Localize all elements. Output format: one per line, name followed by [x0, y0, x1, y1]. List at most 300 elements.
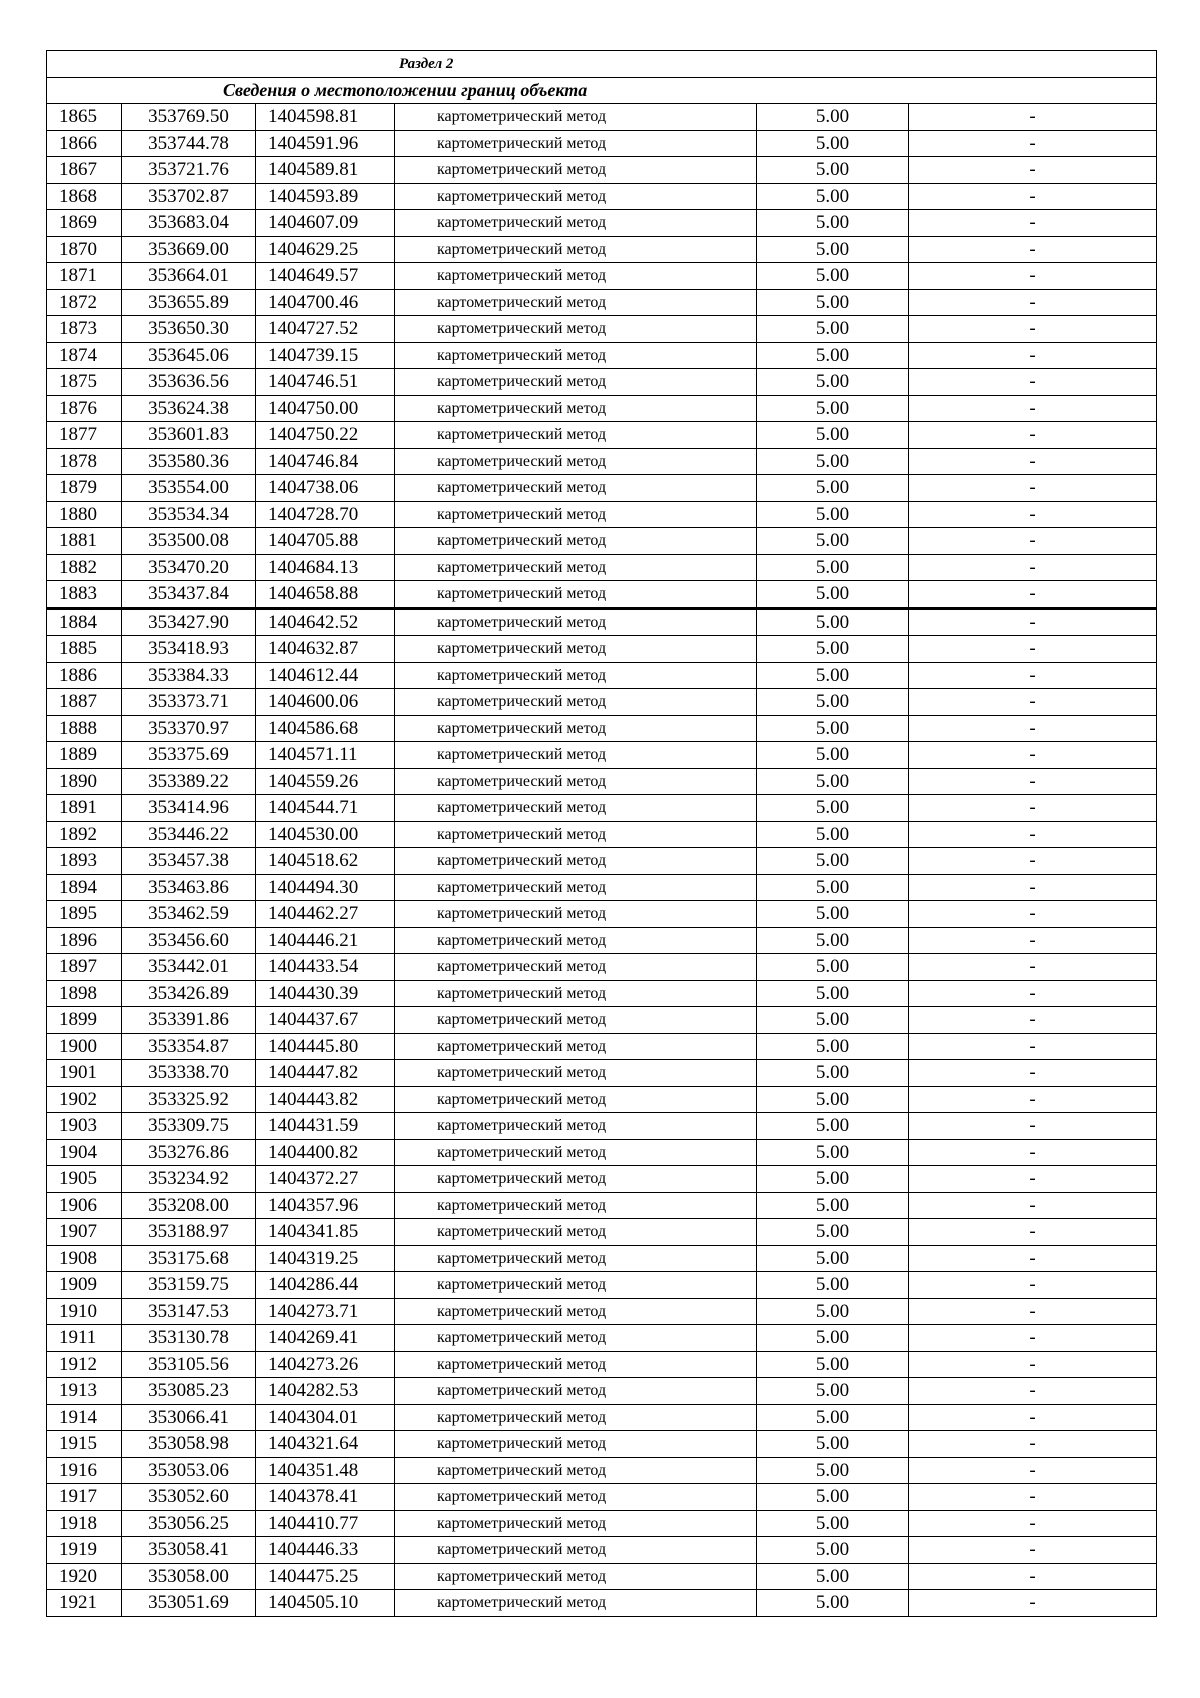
y-coordinate: 1404304.01	[256, 1404, 395, 1431]
method-cell: картометрический метод	[395, 1298, 757, 1325]
x-coordinate: 353702.87	[122, 183, 256, 210]
method-cell: картометрический метод	[395, 715, 757, 742]
y-coordinate: 1404475.25	[256, 1563, 395, 1590]
y-coordinate: 1404400.82	[256, 1139, 395, 1166]
accuracy-cell: 5.00	[757, 1166, 909, 1193]
y-coordinate: 1404658.88	[256, 581, 395, 609]
x-coordinate: 353309.75	[122, 1113, 256, 1140]
point-number: 1885	[47, 636, 122, 663]
x-coordinate: 353370.97	[122, 715, 256, 742]
accuracy-cell: 5.00	[757, 954, 909, 981]
method-cell: картометрический метод	[395, 848, 757, 875]
accuracy-cell: 5.00	[757, 1431, 909, 1458]
y-coordinate: 1404378.41	[256, 1484, 395, 1511]
table-title: Сведения о местоположении границ объекта	[47, 78, 1157, 104]
point-number: 1903	[47, 1113, 122, 1140]
point-number: 1898	[47, 980, 122, 1007]
description-cell: -	[909, 183, 1157, 210]
description-cell: -	[909, 1033, 1157, 1060]
x-coordinate: 353066.41	[122, 1404, 256, 1431]
x-coordinate: 353234.92	[122, 1166, 256, 1193]
y-coordinate: 1404273.26	[256, 1351, 395, 1378]
y-coordinate: 1404321.64	[256, 1431, 395, 1458]
table-row	[47, 1457, 1157, 1484]
accuracy-cell: 5.00	[757, 1139, 909, 1166]
table-row	[47, 157, 1157, 184]
method-cell: картометрический метод	[395, 1378, 757, 1405]
point-number: 1884	[47, 608, 122, 636]
accuracy-cell: 5.00	[757, 715, 909, 742]
table-row	[47, 1537, 1157, 1564]
x-coordinate: 353159.75	[122, 1272, 256, 1299]
heading-row	[47, 78, 1157, 104]
table-row	[47, 1272, 1157, 1299]
accuracy-cell: 5.00	[757, 448, 909, 475]
point-number: 1865	[47, 104, 122, 131]
table-row	[47, 1590, 1157, 1617]
y-coordinate: 1404750.22	[256, 422, 395, 449]
accuracy-cell: 5.00	[757, 1537, 909, 1564]
description-cell: -	[909, 1351, 1157, 1378]
y-coordinate: 1404410.77	[256, 1510, 395, 1537]
method-cell: картометрический метод	[395, 263, 757, 290]
accuracy-cell: 5.00	[757, 1060, 909, 1087]
table-row	[47, 316, 1157, 343]
x-coordinate: 353105.56	[122, 1351, 256, 1378]
point-number: 1879	[47, 475, 122, 502]
accuracy-cell: 5.00	[757, 236, 909, 263]
accuracy-cell: 5.00	[757, 795, 909, 822]
x-coordinate: 353058.98	[122, 1431, 256, 1458]
table-row	[47, 1192, 1157, 1219]
table-row	[47, 1060, 1157, 1087]
method-cell: картометрический метод	[395, 1113, 757, 1140]
x-coordinate: 353645.06	[122, 342, 256, 369]
x-coordinate: 353664.01	[122, 263, 256, 290]
y-coordinate: 1404746.51	[256, 369, 395, 396]
description-cell: -	[909, 130, 1157, 157]
y-coordinate: 1404598.81	[256, 104, 395, 131]
x-coordinate: 353624.38	[122, 395, 256, 422]
accuracy-cell: 5.00	[757, 1404, 909, 1431]
description-cell: -	[909, 1325, 1157, 1352]
method-cell: картометрический метод	[395, 1272, 757, 1299]
accuracy-cell: 5.00	[757, 1510, 909, 1537]
x-coordinate: 353580.36	[122, 448, 256, 475]
description-cell: -	[909, 1139, 1157, 1166]
accuracy-cell: 5.00	[757, 1192, 909, 1219]
x-coordinate: 353389.22	[122, 768, 256, 795]
y-coordinate: 1404649.57	[256, 263, 395, 290]
accuracy-cell: 5.00	[757, 342, 909, 369]
table-row	[47, 1113, 1157, 1140]
point-number: 1889	[47, 742, 122, 769]
method-cell: картометрический метод	[395, 1139, 757, 1166]
point-number: 1894	[47, 874, 122, 901]
description-cell: -	[909, 768, 1157, 795]
x-coordinate: 353456.60	[122, 927, 256, 954]
table-row	[47, 742, 1157, 769]
y-coordinate: 1404586.68	[256, 715, 395, 742]
y-coordinate: 1404700.46	[256, 289, 395, 316]
y-coordinate: 1404629.25	[256, 236, 395, 263]
x-coordinate: 353056.25	[122, 1510, 256, 1537]
method-cell: картометрический метод	[395, 1086, 757, 1113]
description-cell: -	[909, 1060, 1157, 1087]
accuracy-cell: 5.00	[757, 316, 909, 343]
x-coordinate: 353375.69	[122, 742, 256, 769]
method-cell: картометрический метод	[395, 821, 757, 848]
point-number: 1900	[47, 1033, 122, 1060]
x-coordinate: 353051.69	[122, 1590, 256, 1617]
accuracy-cell: 5.00	[757, 608, 909, 636]
method-cell: картометрический метод	[395, 581, 757, 609]
accuracy-cell: 5.00	[757, 1033, 909, 1060]
y-coordinate: 1404447.82	[256, 1060, 395, 1087]
point-number: 1881	[47, 528, 122, 555]
table-row	[47, 130, 1157, 157]
description-cell: -	[909, 848, 1157, 875]
x-coordinate: 353554.00	[122, 475, 256, 502]
x-coordinate: 353721.76	[122, 157, 256, 184]
document-page	[46, 50, 1156, 1617]
method-cell: картометрический метод	[395, 1431, 757, 1458]
description-cell: -	[909, 980, 1157, 1007]
y-coordinate: 1404351.48	[256, 1457, 395, 1484]
method-cell: картометрический метод	[395, 448, 757, 475]
point-number: 1917	[47, 1484, 122, 1511]
description-cell: -	[909, 1298, 1157, 1325]
table-row	[47, 1484, 1157, 1511]
point-number: 1892	[47, 821, 122, 848]
point-number: 1911	[47, 1325, 122, 1352]
method-cell: картометрический метод	[395, 1007, 757, 1034]
boundary-table	[46, 50, 1157, 1617]
method-cell: картометрический метод	[395, 1060, 757, 1087]
description-cell: -	[909, 1272, 1157, 1299]
x-coordinate: 353354.87	[122, 1033, 256, 1060]
method-cell: картометрический метод	[395, 342, 757, 369]
x-coordinate: 353058.41	[122, 1537, 256, 1564]
table-row	[47, 342, 1157, 369]
description-cell: -	[909, 821, 1157, 848]
accuracy-cell: 5.00	[757, 1457, 909, 1484]
table-row	[47, 1298, 1157, 1325]
method-cell: картометрический метод	[395, 874, 757, 901]
accuracy-cell: 5.00	[757, 1113, 909, 1140]
method-cell: картометрический метод	[395, 289, 757, 316]
section-row	[47, 51, 1157, 78]
method-cell: картометрический метод	[395, 1537, 757, 1564]
x-coordinate: 353427.90	[122, 608, 256, 636]
method-cell: картометрический метод	[395, 1484, 757, 1511]
description-cell: -	[909, 1192, 1157, 1219]
accuracy-cell: 5.00	[757, 210, 909, 237]
method-cell: картометрический метод	[395, 316, 757, 343]
table-row	[47, 528, 1157, 555]
table-row	[47, 1325, 1157, 1352]
x-coordinate: 353130.78	[122, 1325, 256, 1352]
description-cell: -	[909, 1086, 1157, 1113]
x-coordinate: 353373.71	[122, 689, 256, 716]
method-cell: картометрический метод	[395, 1563, 757, 1590]
y-coordinate: 1404341.85	[256, 1219, 395, 1246]
accuracy-cell: 5.00	[757, 1086, 909, 1113]
accuracy-cell: 5.00	[757, 1007, 909, 1034]
description-cell: -	[909, 395, 1157, 422]
method-cell: картометрический метод	[395, 1033, 757, 1060]
point-number: 1866	[47, 130, 122, 157]
accuracy-cell: 5.00	[757, 263, 909, 290]
accuracy-cell: 5.00	[757, 581, 909, 609]
method-cell: картометрический метод	[395, 183, 757, 210]
y-coordinate: 1404518.62	[256, 848, 395, 875]
y-coordinate: 1404705.88	[256, 528, 395, 555]
x-coordinate: 353462.59	[122, 901, 256, 928]
table-row	[47, 1086, 1157, 1113]
x-coordinate: 353470.20	[122, 554, 256, 581]
method-cell: картометрический метод	[395, 475, 757, 502]
point-number: 1887	[47, 689, 122, 716]
point-number: 1918	[47, 1510, 122, 1537]
accuracy-cell: 5.00	[757, 848, 909, 875]
accuracy-cell: 5.00	[757, 742, 909, 769]
accuracy-cell: 5.00	[757, 528, 909, 555]
description-cell: -	[909, 1563, 1157, 1590]
description-cell: -	[909, 422, 1157, 449]
description-cell: -	[909, 289, 1157, 316]
method-cell: картометрический метод	[395, 395, 757, 422]
x-coordinate: 353052.60	[122, 1484, 256, 1511]
x-coordinate: 353683.04	[122, 210, 256, 237]
table-row	[47, 183, 1157, 210]
method-cell: картометрический метод	[395, 130, 757, 157]
x-coordinate: 353655.89	[122, 289, 256, 316]
table-row	[47, 1378, 1157, 1405]
accuracy-cell: 5.00	[757, 1245, 909, 1272]
y-coordinate: 1404612.44	[256, 662, 395, 689]
method-cell: картометрический метод	[395, 662, 757, 689]
description-cell: -	[909, 636, 1157, 663]
table-row	[47, 395, 1157, 422]
y-coordinate: 1404282.53	[256, 1378, 395, 1405]
description-cell: -	[909, 236, 1157, 263]
x-coordinate: 353276.86	[122, 1139, 256, 1166]
description-cell: -	[909, 874, 1157, 901]
accuracy-cell: 5.00	[757, 1484, 909, 1511]
table-row	[47, 768, 1157, 795]
accuracy-cell: 5.00	[757, 636, 909, 663]
method-cell: картометрический метод	[395, 636, 757, 663]
x-coordinate: 353338.70	[122, 1060, 256, 1087]
point-number: 1890	[47, 768, 122, 795]
table-row	[47, 821, 1157, 848]
y-coordinate: 1404430.39	[256, 980, 395, 1007]
description-cell: -	[909, 104, 1157, 131]
y-coordinate: 1404443.82	[256, 1086, 395, 1113]
description-cell: -	[909, 1457, 1157, 1484]
table-row	[47, 1139, 1157, 1166]
accuracy-cell: 5.00	[757, 501, 909, 528]
y-coordinate: 1404446.33	[256, 1537, 395, 1564]
y-coordinate: 1404437.67	[256, 1007, 395, 1034]
x-coordinate: 353446.22	[122, 821, 256, 848]
y-coordinate: 1404446.21	[256, 927, 395, 954]
method-cell: картометрический метод	[395, 1325, 757, 1352]
y-coordinate: 1404738.06	[256, 475, 395, 502]
point-number: 1919	[47, 1537, 122, 1564]
table-row	[47, 263, 1157, 290]
table-row	[47, 289, 1157, 316]
description-cell: -	[909, 742, 1157, 769]
y-coordinate: 1404273.71	[256, 1298, 395, 1325]
point-number: 1871	[47, 263, 122, 290]
point-number: 1882	[47, 554, 122, 581]
table-row	[47, 715, 1157, 742]
y-coordinate: 1404746.84	[256, 448, 395, 475]
x-coordinate: 353437.84	[122, 581, 256, 609]
table-row	[47, 1351, 1157, 1378]
x-coordinate: 353384.33	[122, 662, 256, 689]
y-coordinate: 1404505.10	[256, 1590, 395, 1617]
description-cell: -	[909, 448, 1157, 475]
point-number: 1886	[47, 662, 122, 689]
y-coordinate: 1404642.52	[256, 608, 395, 636]
point-number: 1893	[47, 848, 122, 875]
method-cell: картометрический метод	[395, 689, 757, 716]
accuracy-cell: 5.00	[757, 422, 909, 449]
description-cell: -	[909, 608, 1157, 636]
point-number: 1883	[47, 581, 122, 609]
y-coordinate: 1404530.00	[256, 821, 395, 848]
description-cell: -	[909, 954, 1157, 981]
description-cell: -	[909, 1378, 1157, 1405]
y-coordinate: 1404433.54	[256, 954, 395, 981]
accuracy-cell: 5.00	[757, 1378, 909, 1405]
description-cell: -	[909, 501, 1157, 528]
accuracy-cell: 5.00	[757, 395, 909, 422]
table-row	[47, 689, 1157, 716]
y-coordinate: 1404739.15	[256, 342, 395, 369]
x-coordinate: 353188.97	[122, 1219, 256, 1246]
y-coordinate: 1404372.27	[256, 1166, 395, 1193]
accuracy-cell: 5.00	[757, 1351, 909, 1378]
point-number: 1897	[47, 954, 122, 981]
section-title: Раздел 2	[47, 51, 1157, 78]
table-row	[47, 104, 1157, 131]
point-number: 1912	[47, 1351, 122, 1378]
table-row	[47, 475, 1157, 502]
table-row	[47, 636, 1157, 663]
point-number: 1869	[47, 210, 122, 237]
point-number: 1908	[47, 1245, 122, 1272]
point-number: 1878	[47, 448, 122, 475]
y-coordinate: 1404319.25	[256, 1245, 395, 1272]
accuracy-cell: 5.00	[757, 183, 909, 210]
y-coordinate: 1404445.80	[256, 1033, 395, 1060]
method-cell: картометрический метод	[395, 501, 757, 528]
table-row	[47, 448, 1157, 475]
method-cell: картометрический метод	[395, 554, 757, 581]
description-cell: -	[909, 1166, 1157, 1193]
accuracy-cell: 5.00	[757, 1590, 909, 1617]
point-number: 1888	[47, 715, 122, 742]
method-cell: картометрический метод	[395, 901, 757, 928]
method-cell: картометрический метод	[395, 927, 757, 954]
method-cell: картометрический метод	[395, 1457, 757, 1484]
x-coordinate: 353534.34	[122, 501, 256, 528]
y-coordinate: 1404559.26	[256, 768, 395, 795]
point-number: 1895	[47, 901, 122, 928]
accuracy-cell: 5.00	[757, 1298, 909, 1325]
y-coordinate: 1404727.52	[256, 316, 395, 343]
table-row	[47, 662, 1157, 689]
x-coordinate: 353414.96	[122, 795, 256, 822]
accuracy-cell: 5.00	[757, 104, 909, 131]
accuracy-cell: 5.00	[757, 554, 909, 581]
x-coordinate: 353147.53	[122, 1298, 256, 1325]
accuracy-cell: 5.00	[757, 289, 909, 316]
description-cell: -	[909, 715, 1157, 742]
description-cell: -	[909, 901, 1157, 928]
method-cell: картометрический метод	[395, 1166, 757, 1193]
accuracy-cell: 5.00	[757, 369, 909, 396]
table-row	[47, 1404, 1157, 1431]
y-coordinate: 1404431.59	[256, 1113, 395, 1140]
method-cell: картометрический метод	[395, 742, 757, 769]
y-coordinate: 1404589.81	[256, 157, 395, 184]
accuracy-cell: 5.00	[757, 157, 909, 184]
point-number: 1905	[47, 1166, 122, 1193]
x-coordinate: 353058.00	[122, 1563, 256, 1590]
description-cell: -	[909, 157, 1157, 184]
table-row	[47, 901, 1157, 928]
x-coordinate: 353325.92	[122, 1086, 256, 1113]
point-number: 1907	[47, 1219, 122, 1246]
y-coordinate: 1404571.11	[256, 742, 395, 769]
accuracy-cell: 5.00	[757, 874, 909, 901]
method-cell: картометрический метод	[395, 157, 757, 184]
method-cell: картометрический метод	[395, 980, 757, 1007]
method-cell: картометрический метод	[395, 369, 757, 396]
method-cell: картометрический метод	[395, 954, 757, 981]
table-row	[47, 1219, 1157, 1246]
method-cell: картометрический метод	[395, 608, 757, 636]
x-coordinate: 353175.68	[122, 1245, 256, 1272]
accuracy-cell: 5.00	[757, 901, 909, 928]
point-number: 1916	[47, 1457, 122, 1484]
point-number: 1870	[47, 236, 122, 263]
point-number: 1910	[47, 1298, 122, 1325]
point-number: 1876	[47, 395, 122, 422]
y-coordinate: 1404684.13	[256, 554, 395, 581]
method-cell: картометрический метод	[395, 1219, 757, 1246]
point-number: 1915	[47, 1431, 122, 1458]
accuracy-cell: 5.00	[757, 475, 909, 502]
point-number: 1904	[47, 1139, 122, 1166]
method-cell: картометрический метод	[395, 768, 757, 795]
x-coordinate: 353650.30	[122, 316, 256, 343]
method-cell: картометрический метод	[395, 236, 757, 263]
table-row	[47, 1563, 1157, 1590]
accuracy-cell: 5.00	[757, 821, 909, 848]
table-row	[47, 1245, 1157, 1272]
accuracy-cell: 5.00	[757, 1272, 909, 1299]
table-row	[47, 954, 1157, 981]
x-coordinate: 353500.08	[122, 528, 256, 555]
table-row	[47, 1431, 1157, 1458]
method-cell: картометрический метод	[395, 1192, 757, 1219]
